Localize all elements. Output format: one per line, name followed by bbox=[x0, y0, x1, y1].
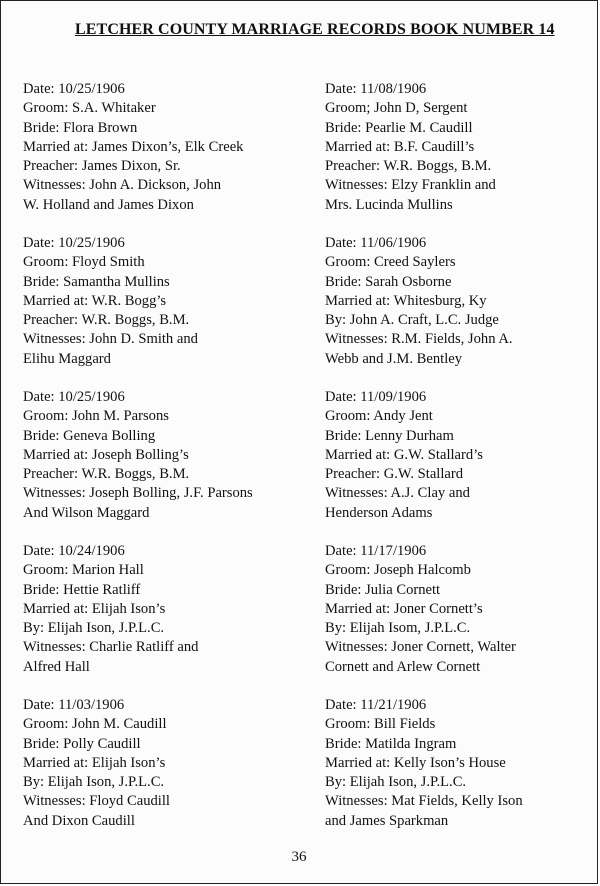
record-date: Date: 11/17/1906 bbox=[325, 543, 427, 559]
record-date: Date: 11/08/1906 bbox=[325, 81, 427, 97]
record-witnesses: Witnesses: Elzy Franklin and bbox=[325, 177, 496, 194]
record-officiant: By: Elijah Isom, J.P.L.C. bbox=[325, 620, 471, 637]
marriage-record bbox=[23, 234, 298, 369]
record-bride: Bride: Samantha Mullins bbox=[23, 273, 170, 290]
record-witnesses-cont: And Wilson Maggard bbox=[23, 504, 150, 521]
record-officiant: By: Elijah Ison, J.P.L.C. bbox=[23, 620, 165, 637]
record-officiant: By: Elijah Ison, J.P.L.C. bbox=[23, 774, 165, 791]
record-bride: Bride: Lenny Durham bbox=[325, 427, 454, 444]
record-witnesses: Witnesses: Charlie Ratliff and bbox=[23, 639, 199, 656]
marriage-record bbox=[23, 388, 298, 523]
page-title: LETCHER COUNTY MARRIAGE RECORDS BOOK NUMBER 14 bbox=[75, 21, 555, 38]
record-bride: Bride: Sarah Osborne bbox=[325, 273, 452, 290]
record-witnesses-cont: Webb and J.M. Bentley bbox=[325, 350, 463, 367]
record-witnesses: Witnesses: R.M. Fields, John A. bbox=[325, 331, 513, 348]
record-bride: Bride: Pearlie M. Caudill bbox=[325, 119, 473, 136]
record-officiant: Preacher: James Dixon, Sr. bbox=[23, 158, 181, 175]
record-date: Date: 11/09/1906 bbox=[325, 389, 427, 405]
record-witnesses: Witnesses: John D. Smith and bbox=[23, 331, 198, 348]
record-location: Married at: G.W. Stallard’s bbox=[325, 446, 483, 463]
record-witnesses-cont: Henderson Adams bbox=[325, 504, 433, 521]
record-bride: Bride: Polly Caudill bbox=[23, 735, 141, 752]
record-witnesses: Witnesses: John A. Dickson, John bbox=[23, 177, 222, 194]
record-witnesses-cont: Alfred Hall bbox=[23, 658, 90, 675]
record-groom: Groom: Floyd Smith bbox=[23, 254, 145, 271]
record-groom: Groom; John D, Sergent bbox=[325, 100, 468, 117]
record-location: Married at: Joseph Bolling’s bbox=[23, 446, 189, 463]
record-officiant: Preacher: G.W. Stallard bbox=[325, 466, 464, 483]
record-date: Date: 10/24/1906 bbox=[23, 543, 125, 559]
record-witnesses-cont: and James Sparkman bbox=[325, 812, 449, 829]
record-location: Married at: James Dixon’s, Elk Creek bbox=[23, 138, 244, 155]
record-location: Married at: B.F. Caudill’s bbox=[325, 138, 475, 155]
record-location: Married at: Joner Cornett’s bbox=[325, 600, 483, 617]
record-location: Married at: Elijah Ison’s bbox=[23, 754, 166, 771]
record-groom: Groom: Joseph Halcomb bbox=[325, 562, 471, 579]
marriage-record bbox=[23, 696, 298, 831]
record-officiant: By: John A. Craft, L.C. Judge bbox=[325, 312, 499, 329]
record-bride: Bride: Hettie Ratliff bbox=[23, 581, 141, 598]
record-groom: Groom: Marion Hall bbox=[23, 562, 144, 579]
record-bride: Bride: Flora Brown bbox=[23, 119, 138, 136]
record-date: Date: 11/03/1906 bbox=[23, 697, 125, 713]
record-witnesses-cont: Cornett and Arlew Cornett bbox=[325, 658, 481, 675]
record-date: Date: 10/25/1906 bbox=[23, 389, 125, 405]
record-witnesses-cont: Elihu Maggard bbox=[23, 350, 111, 367]
page-number: 36 bbox=[291, 849, 307, 865]
record-witnesses-cont: And Dixon Caudill bbox=[23, 812, 135, 829]
record-witnesses: Witnesses: Joner Cornett, Walter bbox=[325, 639, 516, 656]
record-location: Married at: W.R. Bogg’s bbox=[23, 292, 167, 309]
record-bride: Bride: Matilda Ingram bbox=[325, 735, 457, 752]
record-bride: Bride: Geneva Bolling bbox=[23, 427, 156, 444]
record-date: Date: 10/25/1906 bbox=[23, 235, 125, 251]
record-witnesses: Witnesses: A.J. Clay and bbox=[325, 485, 470, 502]
record-date: Date: 10/25/1906 bbox=[23, 81, 125, 97]
marriage-record bbox=[325, 542, 600, 677]
marriage-record bbox=[23, 80, 298, 215]
record-officiant: By: Elijah Ison, J.P.L.C. bbox=[325, 774, 467, 791]
record-officiant: Preacher: W.R. Boggs, B.M. bbox=[325, 158, 492, 175]
record-witnesses-cont: W. Holland and James Dixon bbox=[23, 196, 194, 213]
record-witnesses-cont: Mrs. Lucinda Mullins bbox=[325, 196, 453, 213]
record-groom: Groom: John M. Parsons bbox=[23, 408, 169, 425]
record-witnesses: Witnesses: Mat Fields, Kelly Ison bbox=[325, 793, 523, 810]
record-location: Married at: Whitesburg, Ky bbox=[325, 292, 487, 309]
record-location: Married at: Elijah Ison’s bbox=[23, 600, 166, 617]
record-witnesses: Witnesses: Joseph Bolling, J.F. Parsons bbox=[23, 485, 253, 502]
record-date: Date: 11/06/1906 bbox=[325, 235, 427, 251]
marriage-record bbox=[325, 696, 600, 831]
record-witnesses: Witnesses: Floyd Caudill bbox=[23, 793, 170, 810]
record-officiant: Preacher: W.R. Boggs, B.M. bbox=[23, 312, 190, 329]
record-location: Married at: Kelly Ison’s House bbox=[325, 754, 506, 771]
record-officiant: Preacher: W.R. Boggs, B.M. bbox=[23, 466, 190, 483]
record-date: Date: 11/21/1906 bbox=[325, 697, 427, 713]
marriage-record bbox=[325, 388, 600, 523]
record-groom: Groom: Creed Saylers bbox=[325, 254, 456, 271]
record-bride: Bride: Julia Cornett bbox=[325, 581, 441, 598]
record-groom: Groom: John M. Caudill bbox=[23, 716, 167, 733]
marriage-record bbox=[325, 80, 600, 215]
record-groom: Groom: S.A. Whitaker bbox=[23, 100, 156, 117]
marriage-record bbox=[325, 234, 600, 369]
marriage-record bbox=[23, 542, 298, 677]
record-groom: Groom: Bill Fields bbox=[325, 716, 436, 733]
record-groom: Groom: Andy Jent bbox=[325, 408, 433, 425]
